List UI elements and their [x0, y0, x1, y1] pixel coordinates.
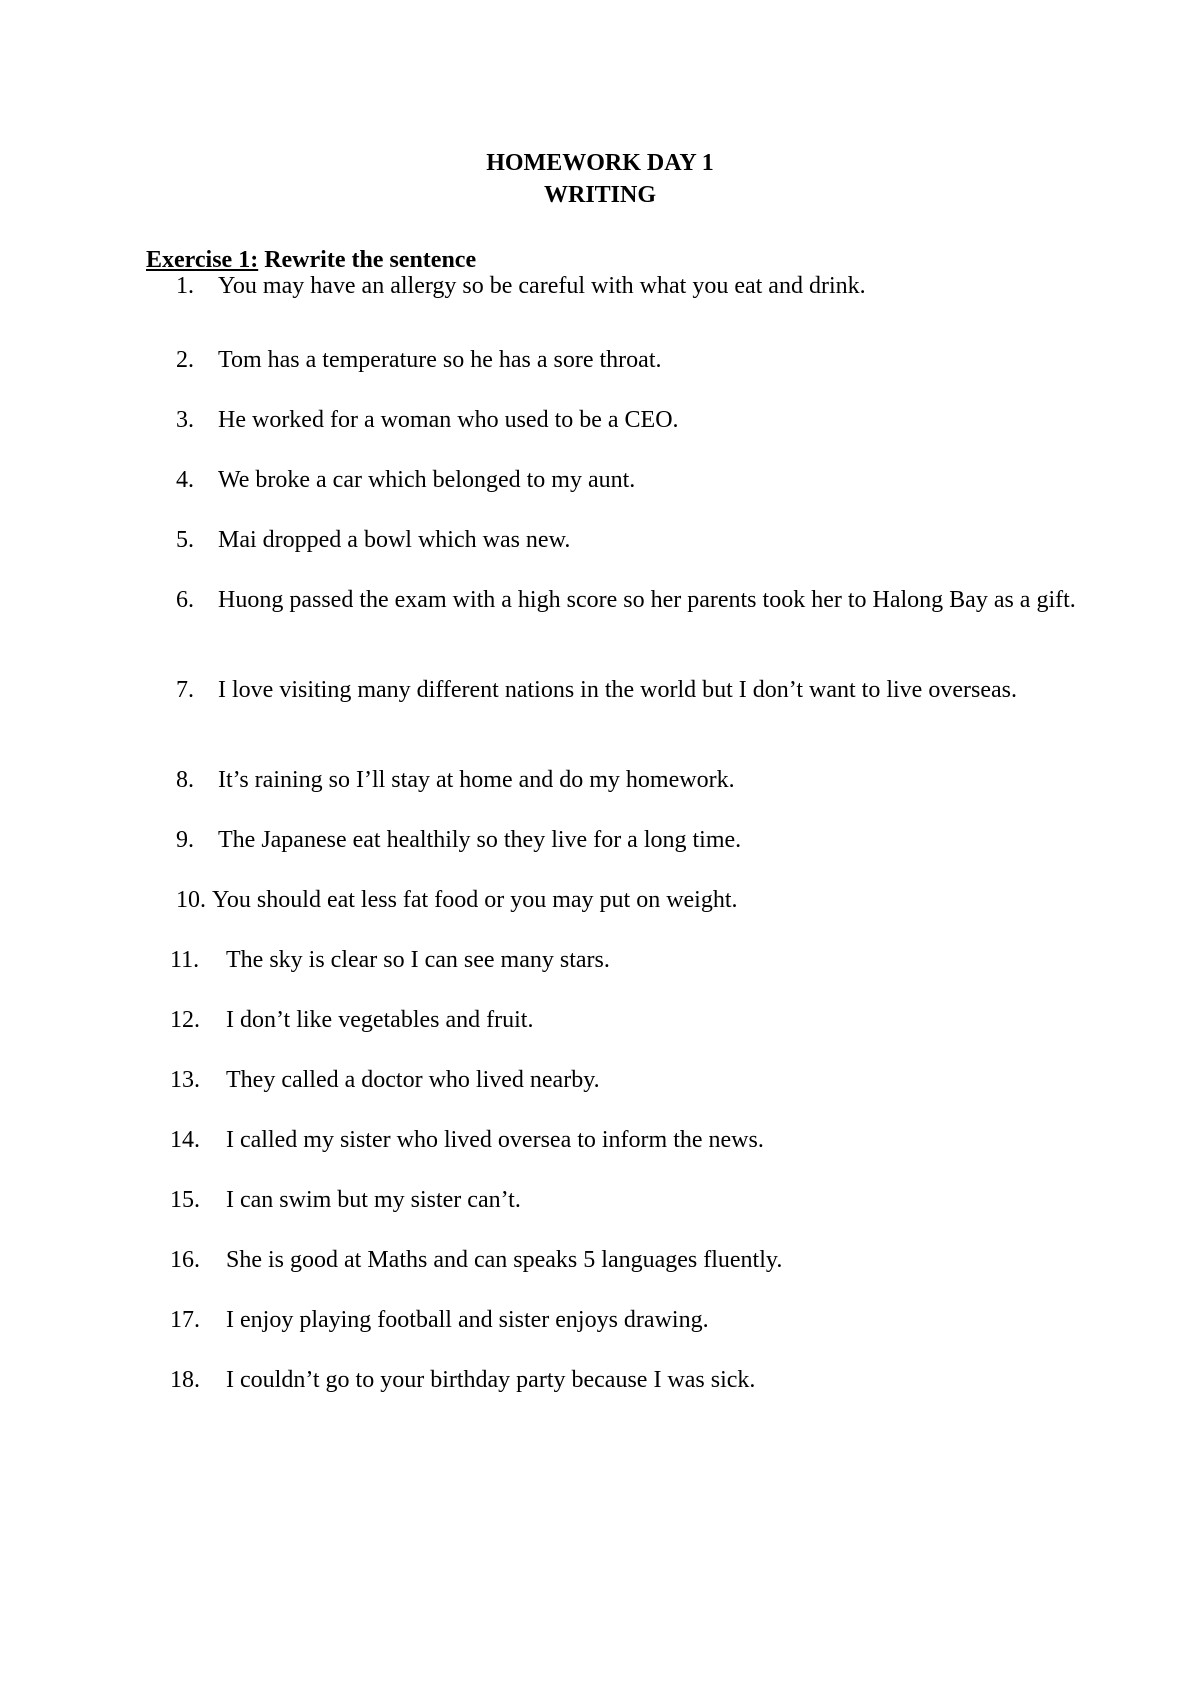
item-text: I can swim but my sister can’t.: [226, 1187, 521, 1213]
item-text: The sky is clear so I can see many stars.: [226, 947, 610, 973]
item-number: 18.: [170, 1367, 200, 1393]
item-text: It’s raining so I’ll stay at home and do my homework.: [218, 767, 735, 793]
document-subtitle: WRITING: [543, 182, 657, 208]
item-number: 15.: [170, 1187, 200, 1213]
item-number: 13.: [170, 1067, 200, 1093]
item-number: 4.: [176, 467, 194, 493]
item-text: He worked for a woman who used to be a CEO.: [218, 407, 679, 433]
item-number: 9.: [176, 827, 194, 853]
item-number: 2.: [176, 347, 194, 373]
item-text: You may have an allergy so be careful with what you eat and drink.: [218, 273, 866, 299]
item-number: 5.: [176, 527, 194, 553]
item-text: I couldn’t go to your birthday party because I was sick.: [226, 1367, 756, 1393]
item-number: 10.: [176, 887, 206, 913]
item-number: 14.: [170, 1127, 200, 1153]
item-number: 6.: [176, 587, 194, 613]
item-text: I don’t like vegetables and fruit.: [226, 1007, 534, 1033]
item-text: She is good at Maths and can speaks 5 languages fluently.: [226, 1247, 783, 1273]
item-number: 11.: [170, 947, 200, 973]
item-text: Mai dropped a bowl which was new.: [218, 527, 571, 553]
item-text: We broke a car which belonged to my aunt.: [218, 467, 636, 493]
item-number: 12.: [170, 1007, 200, 1033]
item-number: 17.: [170, 1307, 200, 1333]
exercise-label: Exercise 1:: [146, 247, 259, 273]
item-number: 3.: [176, 407, 194, 433]
item-text: I love visiting many different nations in the world but I don’t want to live overseas.: [218, 677, 1017, 703]
item-text: Huong passed the exam with a high score so her parents took her to Halong Bay as a gift.: [218, 587, 1076, 613]
item-text: You should eat less fat food or you may put on weight.: [212, 887, 738, 913]
item-text: Tom has a temperature so he has a sore throat.: [218, 347, 662, 373]
document-title: HOMEWORK DAY 1: [486, 150, 714, 176]
item-number: 7.: [176, 677, 194, 703]
item-text: The Japanese eat healthily so they live for a long time.: [218, 827, 742, 853]
exercise-instruction: Rewrite the sentence: [258, 247, 477, 273]
item-number: 1.: [176, 273, 194, 299]
item-number: 8.: [176, 767, 194, 793]
item-number: 16.: [170, 1247, 200, 1273]
item-text: They called a doctor who lived nearby.: [226, 1067, 600, 1093]
item-text: I called my sister who lived oversea to inform the news.: [226, 1127, 764, 1153]
item-text: I enjoy playing football and sister enjoys drawing.: [226, 1307, 709, 1333]
